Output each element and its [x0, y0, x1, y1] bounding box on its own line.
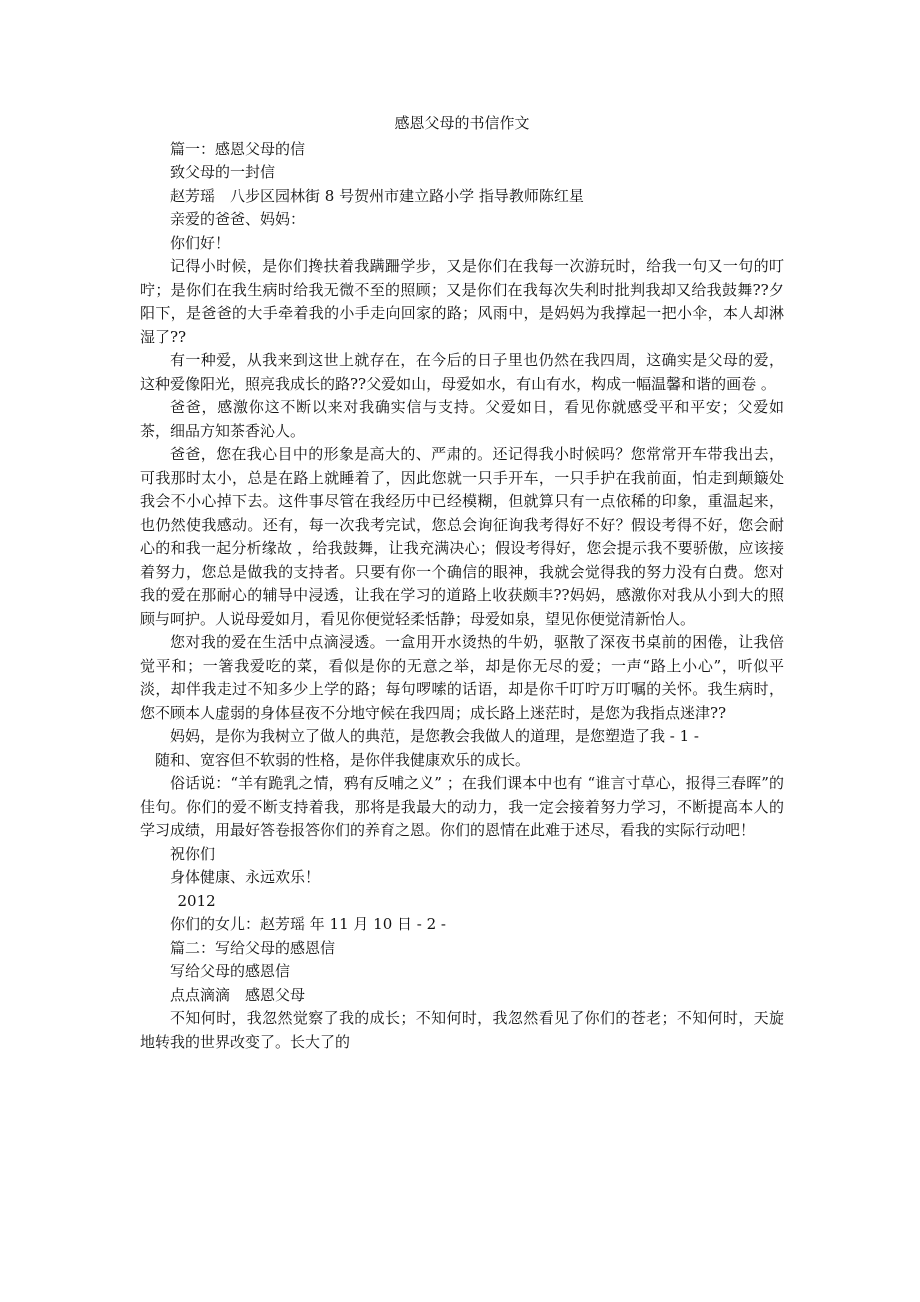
- document-body: [140, 112, 784, 1054]
- body-paragraph: 不知何时，我忽然觉察了我的成长；不知何时，我忽然看见了你们的苍老；不知何时，天旋地转我的世界改变了。长大了的: [140, 1009, 784, 1051]
- greeting: 你们好！: [170, 233, 231, 252]
- letter-title-2: 写给父母的感恩信: [170, 962, 291, 980]
- signature-year: 2012: [177, 891, 216, 910]
- letter-subtitle-2: 点点滴滴 感恩父母: [170, 985, 306, 1004]
- body-paragraph: 俗话说：“羊有跪乳之情，鸦有反哺之义” ；在我们课本中也有 “谁言寸草心，报得三春晖”的佳句。你们的爱不断支持着我，那将是我最大的动力，我一定会接着努力学习，不断提高本人的学习成绩，用最好答卷报答你们的养育之恩。你们的恩情在此难于述尽，看我的实际行动吧！: [140, 774, 784, 839]
- signature-line: 你们的女儿：赵芳瑶 年 11 月 10 日 - 2 -: [170, 915, 446, 933]
- body-paragraph-page-break: 妈妈，是你为我树立了做人的典范，是您教会我做人的道理，是您塑造了我 - 1 -: [170, 727, 699, 745]
- author-line: 赵芳瑶 八步区园林街 8 号贺州市建立路小学 指导教师陈红星: [170, 186, 584, 205]
- closing-blessing: 身体健康、永远欢乐！: [170, 868, 321, 886]
- body-paragraph: 您对我的爱在生活中点滴浸透。一盒用开水烫热的牛奶，驱散了深夜书桌前的困倦，让我倍觉平和；一箸我爱吃的菜，看似是你的无意之举，却是你无尽的爱；一声“路上小心”，听似平淡，却伴我走过不知多少上学的路；每句啰嗦的话语，却是你千叮咛万叮嘱的关怀。我生病时，您不顾本人虚弱的身体昼夜不分地守候在我四周；成长路上迷茫时，是您为我指点迷津??: [140, 633, 784, 722]
- body-paragraph: 记得小时候，是你们搀扶着我蹒跚学步，又是你们在我每一次游玩时，给我一句又一句的叮咛；是你们在我生病时给我无微不至的照顾；又是你们在我每次失利时批判我却又给我鼓舞??夕阳下，是爸爸的大手牵着我的小手走向回家的路；风雨中，是妈妈为我撑起一把小伞，本人却淋湿了??: [140, 257, 784, 346]
- letter-title-1: 致父母的一封信: [170, 163, 276, 181]
- body-paragraph: 爸爸，您在我心目中的形象是高大的、严肃的。还记得我小时候吗？您常常开车带我出去，可我那时太小，总是在路上就睡着了，因此您就一只手开车，一只手护在我前面，怕走到颠簸处我会不小心掉下去。这件事尽管在我经历中已经模糊，但就算只有一点依稀的印象，重温起来，也仍然使我感动。还有，每一次我考完试，您总会询征询我考得好不好？假设考得不好，您会耐心的和我一起分析缘故 ，给我鼓舞，让我充满决心；假设考得好，您会提示我不要骄傲，应该接着努力，您总是做我的支持者。只要有你一个确信的眼神，我就会觉得我的努力没有白费。您对我的爱在那耐心的辅导中浸透，让我在学习的道路上收获颇丰??妈妈，感激你对我从小到大的照顾与呵护。人说母爱如月，看见你便觉轻柔恬静；母爱如泉，望见你便觉清新怡人。: [140, 445, 784, 628]
- body-paragraph-continued: 随和、宽容但不软弱的性格，是你伴我健康欢乐的成长。: [155, 750, 531, 769]
- section-heading-2: 篇二：写给父母的感恩信: [170, 938, 336, 957]
- body-paragraph: 爸爸，感激你这不断以来对我确实信与支持。父爱如日，看见你就感受平和平安；父爱如茶，细品方知茶香沁人。: [140, 398, 784, 440]
- document-title: 感恩父母的书信作文: [394, 114, 530, 132]
- body-paragraph: 有一种爱，从我来到这世上就存在，在今后的日子里也仍然在我四周，这确实是父母的爱，这种爱像阳光，照亮我成长的路??父爱如山，母爱如水，有山有水，构成一幅温馨和谐的画卷 。: [140, 351, 784, 393]
- closing-wish: 祝你们: [170, 844, 216, 863]
- salutation: 亲爱的爸爸、妈妈：: [170, 210, 306, 228]
- section-heading-1: 篇一：感恩父母的信: [170, 139, 306, 158]
